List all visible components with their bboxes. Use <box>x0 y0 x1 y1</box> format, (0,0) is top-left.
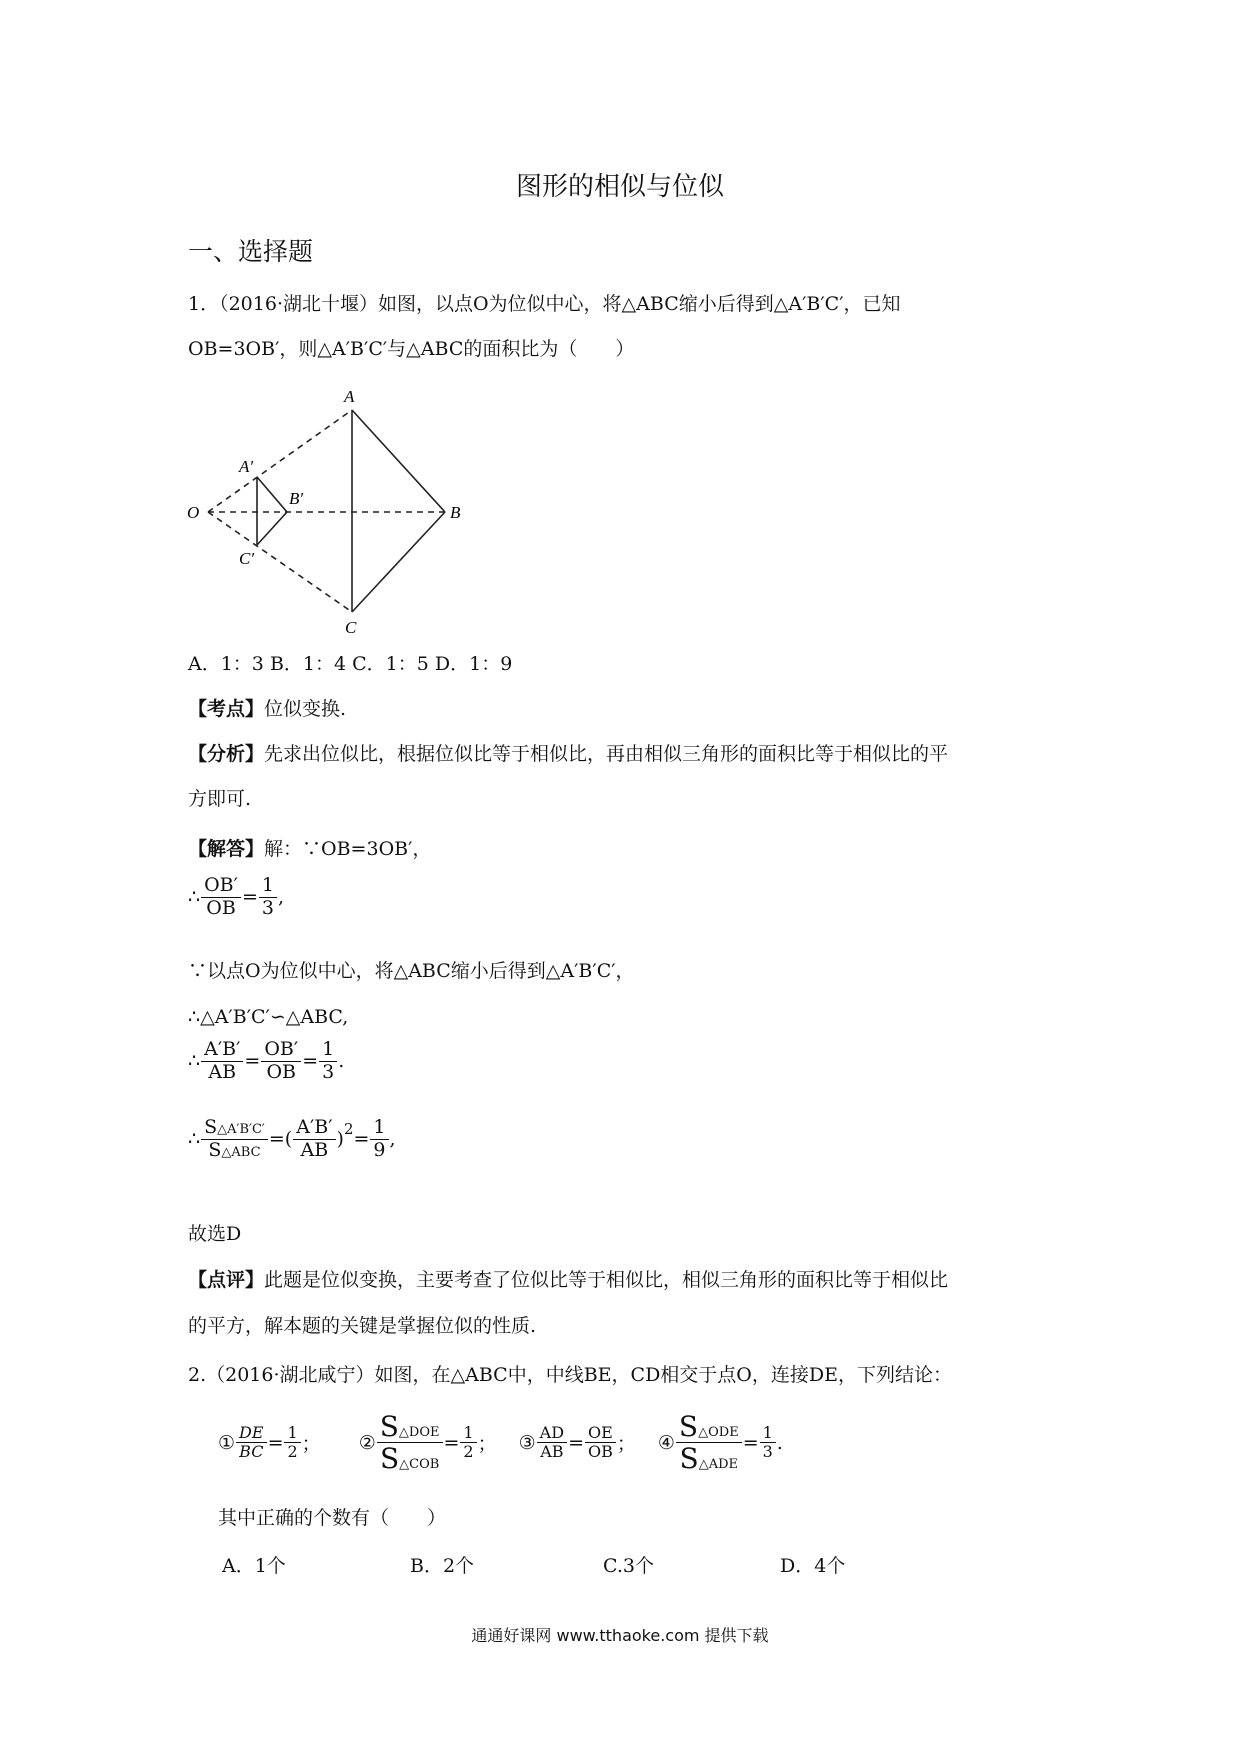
label-C: C <box>345 618 357 635</box>
fraction: $\frac{A'B'}{AB}$ <box>293 1118 335 1161</box>
q2-line1: 2.（2016·湖北咸宁）如图，在△ABC中，中线BE，CD相交于点O，连接DE，下列结论： <box>188 1364 952 1386</box>
q1-fenxi <box>188 745 948 764</box>
q1-kaodian <box>188 700 346 719</box>
kaodian-text: 位似变换. <box>264 698 347 720</box>
fraction: $\frac{A'B'}{AB}$ <box>201 1040 243 1083</box>
footer-source: 通通好课网 www.tthaoke.com 提供下载 <box>471 1626 769 1645</box>
fraction: $\frac{1}{3}$ <box>259 876 277 919</box>
label-B: B <box>450 503 461 522</box>
seg-OC <box>208 512 352 612</box>
fraction: $\frac{S\triangle A'B'C'}{\text{S△ABC}}$ <box>201 1118 268 1161</box>
fraction: $\frac{1}{3}$ <box>319 1040 337 1083</box>
conclusion-4: ④ $\frac{\text{S△ODE}}{\text{S△ADE}}$ = $\frac{1}{3}$ . <box>657 1410 783 1476</box>
seg-B1C1 <box>257 512 287 545</box>
dianping-tag: 【点评】 <box>188 1269 265 1291</box>
fraction: $\frac{OB'}{OB}$ <box>201 876 241 919</box>
kaodian-tag: 【考点】 <box>188 698 265 720</box>
fraction: $\frac{1}{9}$ <box>370 1118 388 1161</box>
q1-answer: 故选D <box>188 1223 242 1245</box>
seg-BC <box>352 512 445 612</box>
q1-step: ∵以点O为位似中心，将△ABC缩小后得到△A′B′C′， <box>188 960 635 982</box>
section-heading: 一、选择题 <box>188 237 314 266</box>
label-C-prime: C′ <box>239 549 255 568</box>
q1-eq3: ∴ $\frac{S\triangle A'B'C'}{\text{S△ABC}}$ =( $\frac{A'B'}{AB}$ ) 2 = $\frac{1}{9}$ , <box>188 1116 396 1161</box>
q1-dianping <box>188 1271 948 1290</box>
q1-figure <box>185 380 475 635</box>
fenxi-text: 先求出位似比，根据位似比等于相似比，再由相似三角形的面积比等于相似比的平 <box>264 743 949 765</box>
q2-conclusions <box>218 1412 783 1474</box>
q1-fenxi-line2: 方即可. <box>188 788 252 810</box>
therefore-sign: ∴ <box>188 886 201 909</box>
jieda-tag: 【解答】 <box>188 838 265 860</box>
q1-eq2: ∴ $\frac{A'B'}{AB}$ = $\frac{OB'}{OB}$ = $\frac{1}{3}$ . <box>188 1038 345 1083</box>
because-sign: ∵ <box>188 960 208 982</box>
fenxi-tag: 【分析】 <box>188 743 265 765</box>
seg-OA <box>208 410 352 512</box>
q2-question: 其中正确的个数有（ ） <box>218 1507 447 1529</box>
conclusion-2: ② $\frac{\text{S△DOE}}{\text{S△COB}}$ = $\frac{1}{2}$ ； <box>358 1410 497 1476</box>
q1-dianping-line2: 的平方，解本题的关键是掌握位似的性质. <box>188 1315 537 1337</box>
seg-AB <box>352 410 445 512</box>
dianping-text: 此题是位似变换，主要考查了位似比等于相似比，相似三角形的面积比等于相似比 <box>264 1269 949 1291</box>
label-A: A <box>344 387 355 406</box>
seg-A1B1 <box>257 477 287 512</box>
q2-option-a: A．1个 <box>222 1555 286 1577</box>
q1-line2: OB=3OB′，则△A′B′C′与△ABC的面积比为（ ） <box>188 338 635 360</box>
jieda-text: 解：∵OB=3OB′， <box>264 838 432 860</box>
page-title: 图形的相似与位似 <box>515 172 724 202</box>
conclusion-1: ① $\frac{DE}{BC}$ = $\frac{1}{2}$ ； <box>218 1422 321 1462</box>
label-O: O <box>187 503 200 522</box>
q1-options: A．1：3 B．1：4 C．1：5 D．1：9 <box>188 653 513 675</box>
label-A-prime: A′ <box>239 457 254 476</box>
q2-option-d: D．4个 <box>780 1555 846 1577</box>
q1-similar: ∴△A′B′C′∽△ABC, <box>188 1006 349 1028</box>
conclusion-3: ③ $\frac{AD}{AB}$ = $\frac{OE}{OB}$ ； <box>518 1422 636 1462</box>
q1-eq1: ∴ $\frac{OB'}{OB}$ = $\frac{1}{3}$ , <box>188 874 285 919</box>
q2-option-c: C.3个 <box>603 1555 654 1577</box>
fraction: $\frac{OB'}{OB}$ <box>261 1040 301 1083</box>
q1-line1: 1．（2016·湖北十堰）如图，以点O为位似中心，将△ABC缩小后得到△A′B′C′，已知 <box>188 293 901 315</box>
label-B-prime: B′ <box>289 489 304 508</box>
q1-jieda <box>188 840 431 859</box>
q2-option-b: B．2个 <box>410 1555 475 1577</box>
